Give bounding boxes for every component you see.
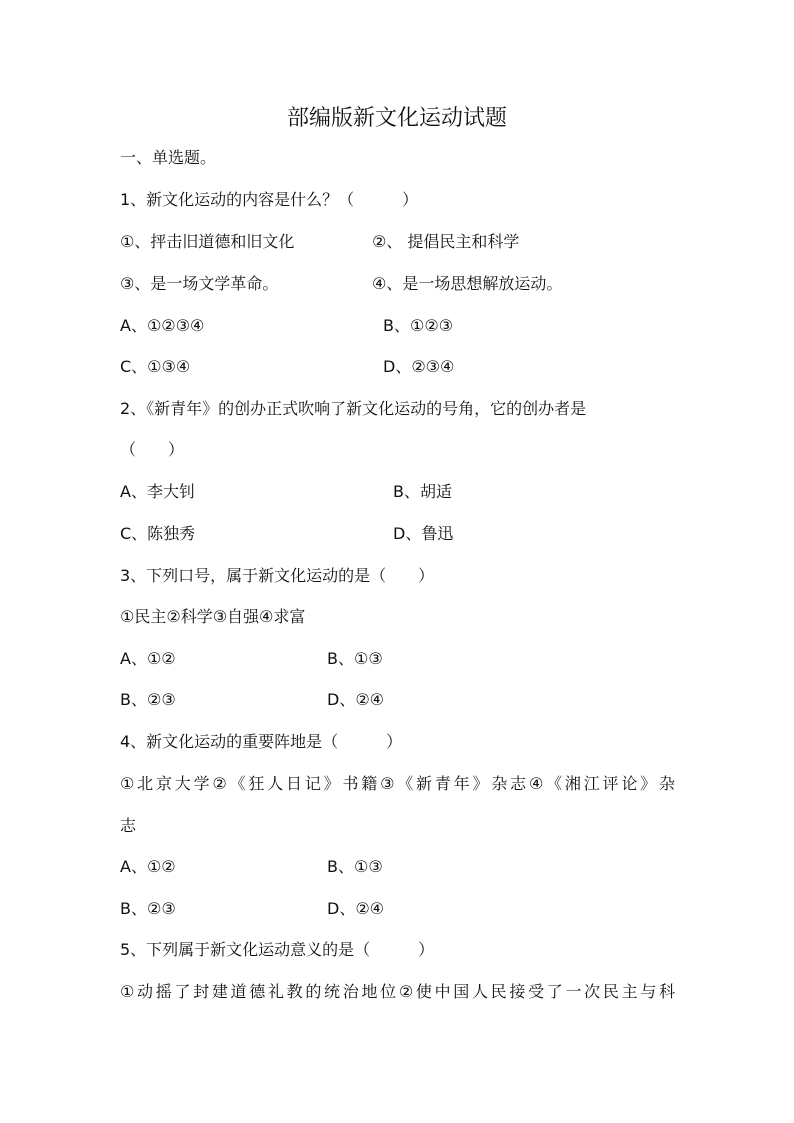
- question-1-option-b: B、①②③: [383, 316, 454, 335]
- question-2-option-c: C、陈独秀: [120, 524, 196, 543]
- question-5-stem: 5、下列属于新文化运动意义的是（ ）: [120, 940, 435, 959]
- question-1-item-4: ④、是一场思想解放运动。: [372, 274, 563, 293]
- question-3-option-b: B、①③: [327, 649, 383, 668]
- section-heading: 一、单选题。: [120, 148, 217, 167]
- question-1-option-c: C、①③④: [120, 357, 191, 376]
- question-1-option-d: D、②③④: [383, 357, 455, 376]
- question-5-items: ①动摇了封建道德礼教的统治地位②使中国人民接受了一次民主与科: [120, 982, 675, 1001]
- question-2-option-a: A、李大钊: [120, 482, 195, 501]
- question-4-items: ①北京大学②《狂人日记》书籍③《新青年》杂志④《湘江评论》杂: [120, 774, 675, 793]
- question-3-option-d: D、②④: [327, 690, 385, 709]
- question-2-option-b: B、胡适: [393, 482, 452, 501]
- question-2-stem: 2、《新青年》的创办正式吹响了新文化运动的号角，它的创办者是: [120, 399, 587, 418]
- question-2-option-d: D、鲁迅: [393, 524, 454, 543]
- question-1-item-3: ③、是一场文学革命。: [120, 274, 279, 293]
- question-3-stem: 3、下列口号，属于新文化运动的是（ ）: [120, 566, 435, 585]
- question-2-answer-paren: （ ）: [120, 440, 185, 459]
- question-3-items: ①民主②科学③自强④求富: [120, 607, 306, 626]
- question-3-option-a: A、①②: [120, 649, 176, 668]
- question-4-option-b: B、①③: [327, 857, 383, 876]
- question-1-stem: 1、新文化运动的内容是什么？（ ）: [120, 190, 419, 209]
- question-1-item-1: ①、抨击旧道德和旧文化: [120, 232, 295, 251]
- question-4-option-c: B、②③: [120, 899, 176, 918]
- document-title: 部编版新文化运动试题: [286, 106, 507, 131]
- question-1-item-2: ②、 提倡民主和科学: [372, 232, 520, 251]
- question-4-option-a: A、①②: [120, 857, 176, 876]
- question-1-option-a: A、①②③④: [120, 316, 205, 335]
- question-3-option-c: B、②③: [120, 690, 176, 709]
- question-4-stem: 4、新文化运动的重要阵地是（ ）: [120, 732, 403, 751]
- question-4-items-continued: 志: [120, 816, 137, 835]
- question-4-option-d: D、②④: [327, 899, 385, 918]
